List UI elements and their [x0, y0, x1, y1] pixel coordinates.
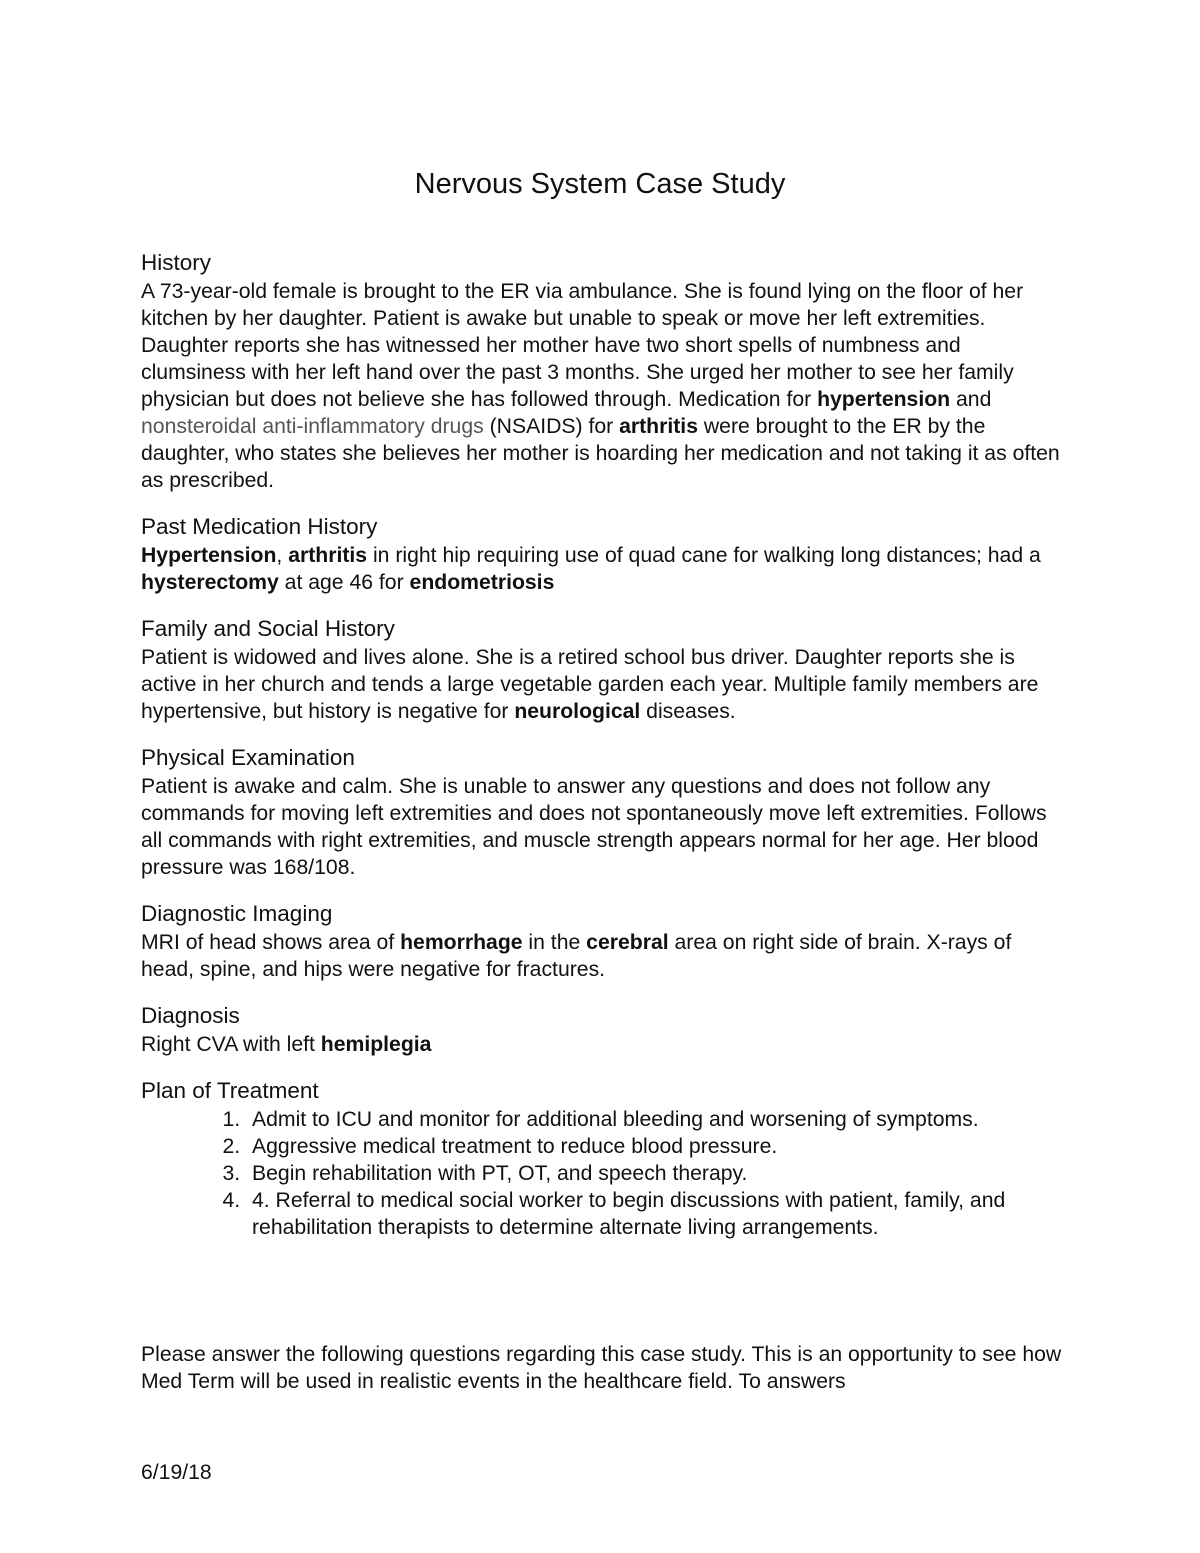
family-social-history-heading: Family and Social History — [141, 616, 395, 641]
list-item: 3. Begin rehabilitation with PT, OT, and speech therapy. — [246, 1160, 1066, 1187]
diagnosis-section — [141, 1001, 1066, 1058]
closing-instructions: Please answer the following questions regarding this case study. This is an opportunity to see how Med Term will be used in realistic events in the healthcare field. To answers — [141, 1343, 1062, 1393]
list-item: 4. 4. Referral to medical social worker to begin discussions with patient, family, and rehabilitation therapists to determine alternate living arrangements. — [246, 1187, 1066, 1241]
pmh-text-part: , — [276, 544, 289, 567]
imaging-text-part: in the — [522, 931, 587, 954]
footer-date: 6/19/18 — [141, 1461, 212, 1484]
family-social-history-text — [141, 644, 1066, 725]
history-section — [141, 248, 1066, 494]
term-arthritis: arthritis — [619, 415, 698, 438]
imaging-text-part: area on right side of brain. X-rays of head, spine, and hips were negative for fractures. — [141, 931, 1012, 981]
case-study-body — [141, 248, 1066, 1259]
diagnostic-imaging-heading: Diagnostic Imaging — [141, 901, 333, 926]
term-hemiplegia: hemiplegia — [320, 1033, 432, 1056]
plan-of-treatment-section — [141, 1076, 1066, 1241]
history-text — [141, 278, 1066, 494]
past-medication-history-text — [141, 542, 1066, 596]
past-medication-history-heading: Past Medication History — [141, 514, 378, 539]
term-hemorrhage: hemorrhage — [400, 931, 523, 954]
term-cerebral: cerebral — [586, 931, 669, 954]
physical-examination-heading: Physical Examination — [141, 745, 355, 770]
past-medication-history-section — [141, 512, 1066, 596]
history-text-part: A 73-year-old female is brought to the ER via ambulance. She is found lying on the floor of her kitchen by her daughter. Patient is awake but unable to speak or move her left extremities. Daughter reports she has witnessed her mother have two short spells of numbness and clumsiness with her left hand over the past 3 months. She urged her mother to see her family physician but does not believe she has followed through. Medication for — [141, 280, 1024, 411]
term-hypertension: hypertension — [817, 388, 951, 411]
pmh-text-part: at age 46 for — [278, 571, 410, 594]
fsh-text-part: Patient is widowed and lives alone. She is a retired school bus driver. Daughter reports she is active in her church and tends a large vegetable garden each year. Multiple family members are hypertensive, but history is negative for — [141, 646, 1039, 723]
imaging-text-part: MRI of head shows area of — [141, 931, 401, 954]
term-nsaids: nonsteroidal anti-inflammatory drugs — [141, 415, 484, 438]
term-hysterectomy: hysterectomy — [141, 571, 279, 594]
history-text-part: were brought to the ER by the daughter, who states she believes her mother is hoarding her medication and not taking it as often as prescribed. — [141, 415, 1060, 492]
diagnostic-imaging-section — [141, 899, 1066, 983]
history-heading: History — [141, 250, 212, 275]
diagnosis-text-part: Right CVA with left — [141, 1033, 321, 1056]
term-neurological: neurological — [514, 700, 641, 723]
term-endometriosis: endometriosis — [409, 571, 555, 594]
physical-examination-text: Patient is awake and calm. She is unable to answer any questions and does not follow any commands for moving left extremities and does not spontaneously move left extremities. Follows all commands with right extremities, and muscle strength appears normal for her age. Her blood pressure was 168/108. — [141, 775, 1047, 879]
diagnosis-heading: Diagnosis — [141, 1003, 240, 1028]
diagnosis-text — [141, 1031, 1066, 1058]
history-text-part: (NSAIDS) for — [483, 415, 620, 438]
physical-examination-section — [141, 743, 1066, 881]
plan-of-treatment-heading: Plan of Treatment — [141, 1078, 319, 1103]
treatment-list — [141, 1106, 1066, 1241]
term-hypertension: Hypertension — [141, 544, 277, 567]
diagnostic-imaging-text — [141, 929, 1066, 983]
document-title: Nervous System Case Study — [414, 168, 786, 200]
pmh-text-part: in right hip requiring use of quad cane for walking long distances; had a — [367, 544, 1041, 567]
family-social-history-section — [141, 614, 1066, 725]
list-item: 1. Admit to ICU and monitor for additional bleeding and worsening of symptoms. — [246, 1106, 1066, 1133]
list-item: 2. Aggressive medical treatment to reduce blood pressure. — [246, 1133, 1066, 1160]
history-text-part: and — [950, 388, 992, 411]
term-arthritis: arthritis — [288, 544, 368, 567]
fsh-text-part: diseases. — [640, 700, 736, 723]
